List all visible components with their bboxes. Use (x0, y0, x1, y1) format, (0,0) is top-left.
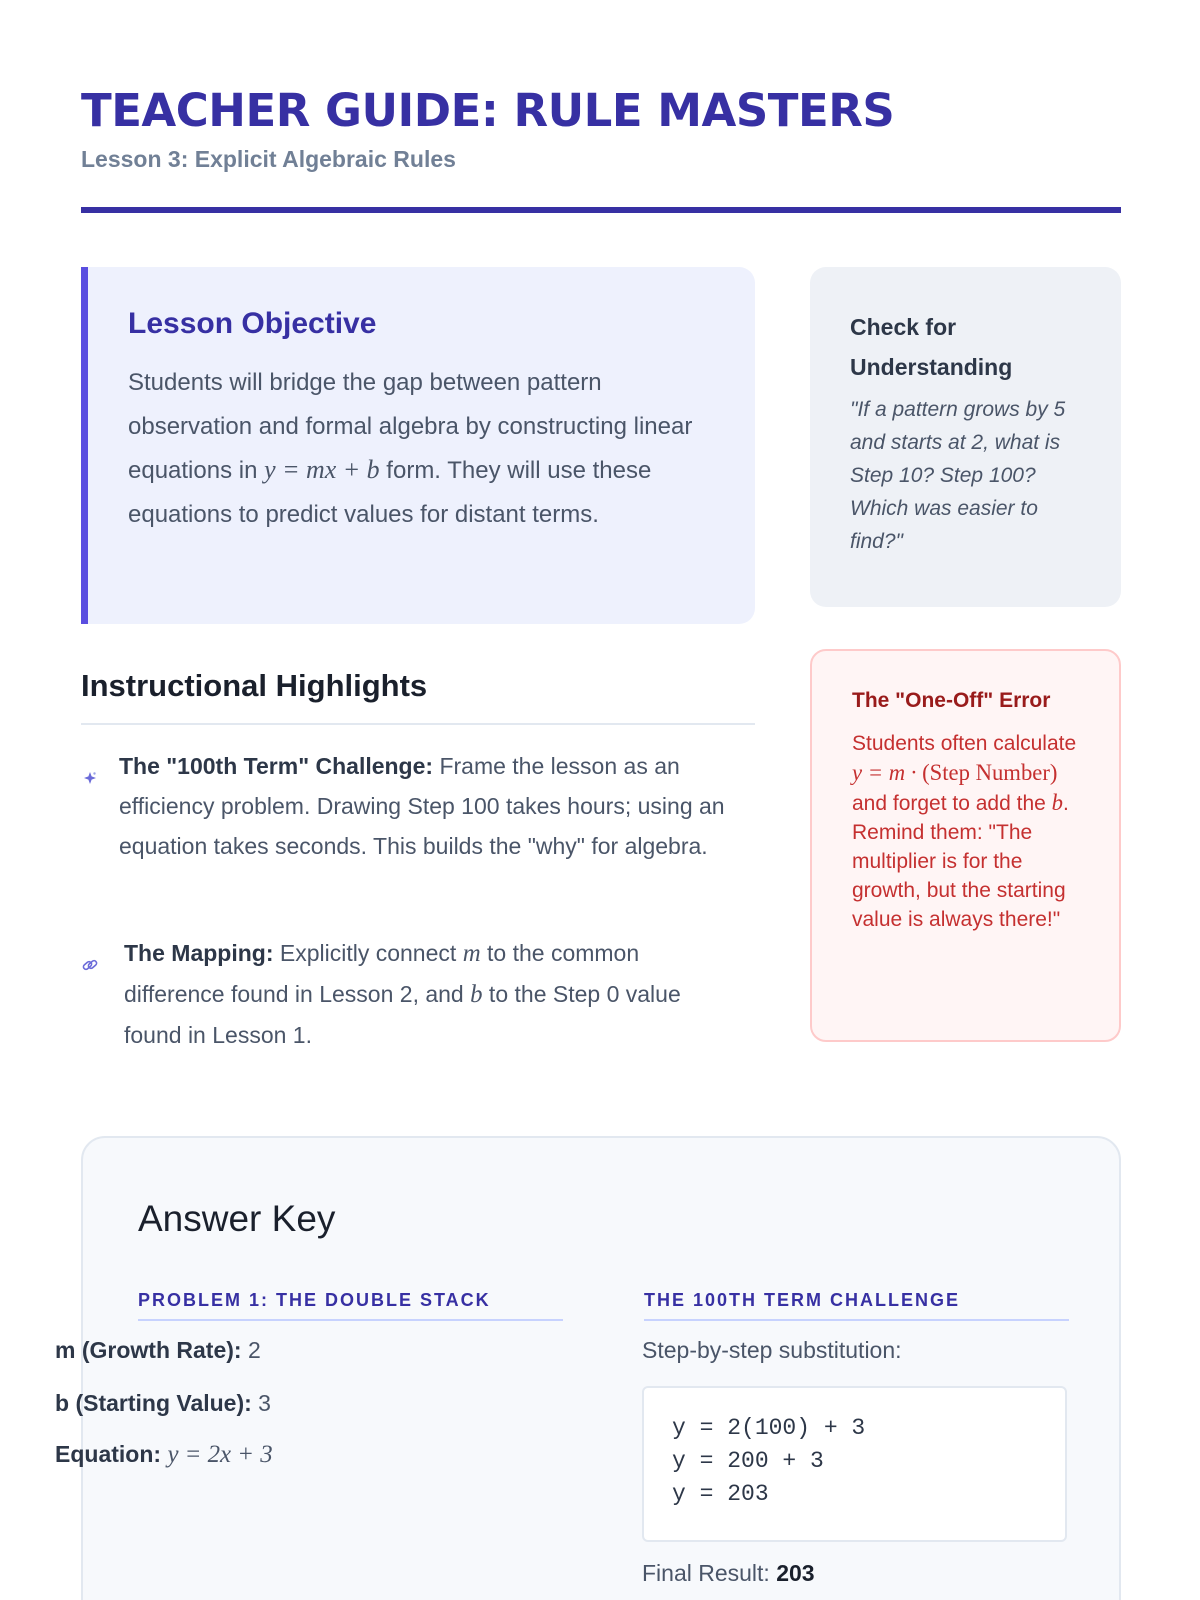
error-equation-step: (Step Number) (922, 760, 1058, 785)
header-divider (81, 207, 1121, 213)
substitution-code-block (642, 1386, 1067, 1542)
objective-equation: y = mx + b (264, 455, 380, 484)
error-text-part: . Remind them: "The multiplier is for the growth, but the starting value is always there!" (852, 792, 1069, 931)
challenge-heading: THE 100TH TERM CHALLENGE (644, 1290, 1069, 1321)
math-m: m (462, 940, 481, 967)
check-for-understanding-card (810, 267, 1121, 607)
equation-label: Equation: (55, 1441, 162, 1467)
page-subtitle: Lesson 3: Explicit Algebraic Rules (81, 146, 456, 172)
check-question: "If a pattern grows by 5 and starts at 2, what is Step 10? Step 100? Which was easier to find?" (850, 398, 1066, 553)
highlight-body: Frame the lesson as an efficiency problem. Drawing Step 100 takes hours; using an equation takes seconds. This builds the "why" for algebra. (119, 753, 725, 859)
lesson-objective-text (128, 361, 715, 536)
error-text-part: Students often calculate (852, 732, 1077, 755)
answer-key-heading: Answer Key (138, 1198, 336, 1239)
final-result-value: 203 (776, 1560, 815, 1586)
final-result (642, 1560, 815, 1587)
code-line: y = 200 + 3 (672, 1448, 824, 1474)
math-b: b (470, 981, 483, 1008)
sparkle-icon (81, 759, 99, 777)
lesson-objective-card (81, 267, 755, 624)
starting-value-value: 3 (251, 1390, 271, 1416)
error-equation (852, 760, 1057, 785)
error-equation-left: y = m · (852, 760, 923, 785)
highlight-text (119, 746, 739, 866)
code-line: y = 203 (672, 1481, 769, 1507)
objective-text-part: Students will bridge the gap between pattern observation and formal algebra by constructing linear equations in (128, 369, 693, 484)
lesson-objective-heading: Lesson Objective (128, 307, 377, 340)
page-title: TEACHER GUIDE: RULE MASTERS (81, 84, 895, 137)
starting-value-label: b (Starting Value): (55, 1390, 252, 1416)
highlight-item (81, 933, 755, 1063)
growth-rate-value: 2 (241, 1337, 261, 1363)
math-b: b (1051, 790, 1063, 815)
highlight-text (124, 933, 739, 1055)
one-off-error-card (810, 649, 1121, 1042)
growth-rate-row (55, 1337, 261, 1364)
highlight-body: to the Step 0 value found in Lesson 1. (124, 981, 681, 1048)
highlight-body: to the common difference found in Lesson 2, and (124, 940, 640, 1007)
check-heading: Check for Understanding (850, 314, 1013, 380)
equation-row (55, 1441, 273, 1469)
problem1-heading: PROBLEM 1: THE DOUBLE STACK (138, 1290, 563, 1321)
objective-text-part: form. They will use these equations to predict values for distant terms. (128, 457, 652, 528)
highlight-item (81, 746, 755, 916)
growth-rate-label: m (Growth Rate): (55, 1337, 242, 1363)
error-heading: The "One-Off" Error (852, 689, 1051, 712)
code-line: y = 2(100) + 3 (672, 1415, 866, 1441)
link-icon (81, 946, 99, 964)
error-text-part: and forget to add the (852, 792, 1052, 815)
highlights-divider (81, 723, 755, 725)
final-result-label: Final Result: (642, 1560, 777, 1586)
highlight-body: Explicitly connect (273, 940, 463, 966)
highlight-label: The "100th Term" Challenge: (119, 753, 434, 779)
substitution-intro: Step-by-step substitution: (642, 1337, 902, 1363)
error-text (852, 729, 1092, 934)
starting-value-row (55, 1390, 271, 1417)
highlight-label: The Mapping: (124, 940, 274, 966)
equation-value: y = 2x + 3 (167, 1441, 273, 1468)
instructional-highlights-heading: Instructional Highlights (81, 668, 428, 703)
